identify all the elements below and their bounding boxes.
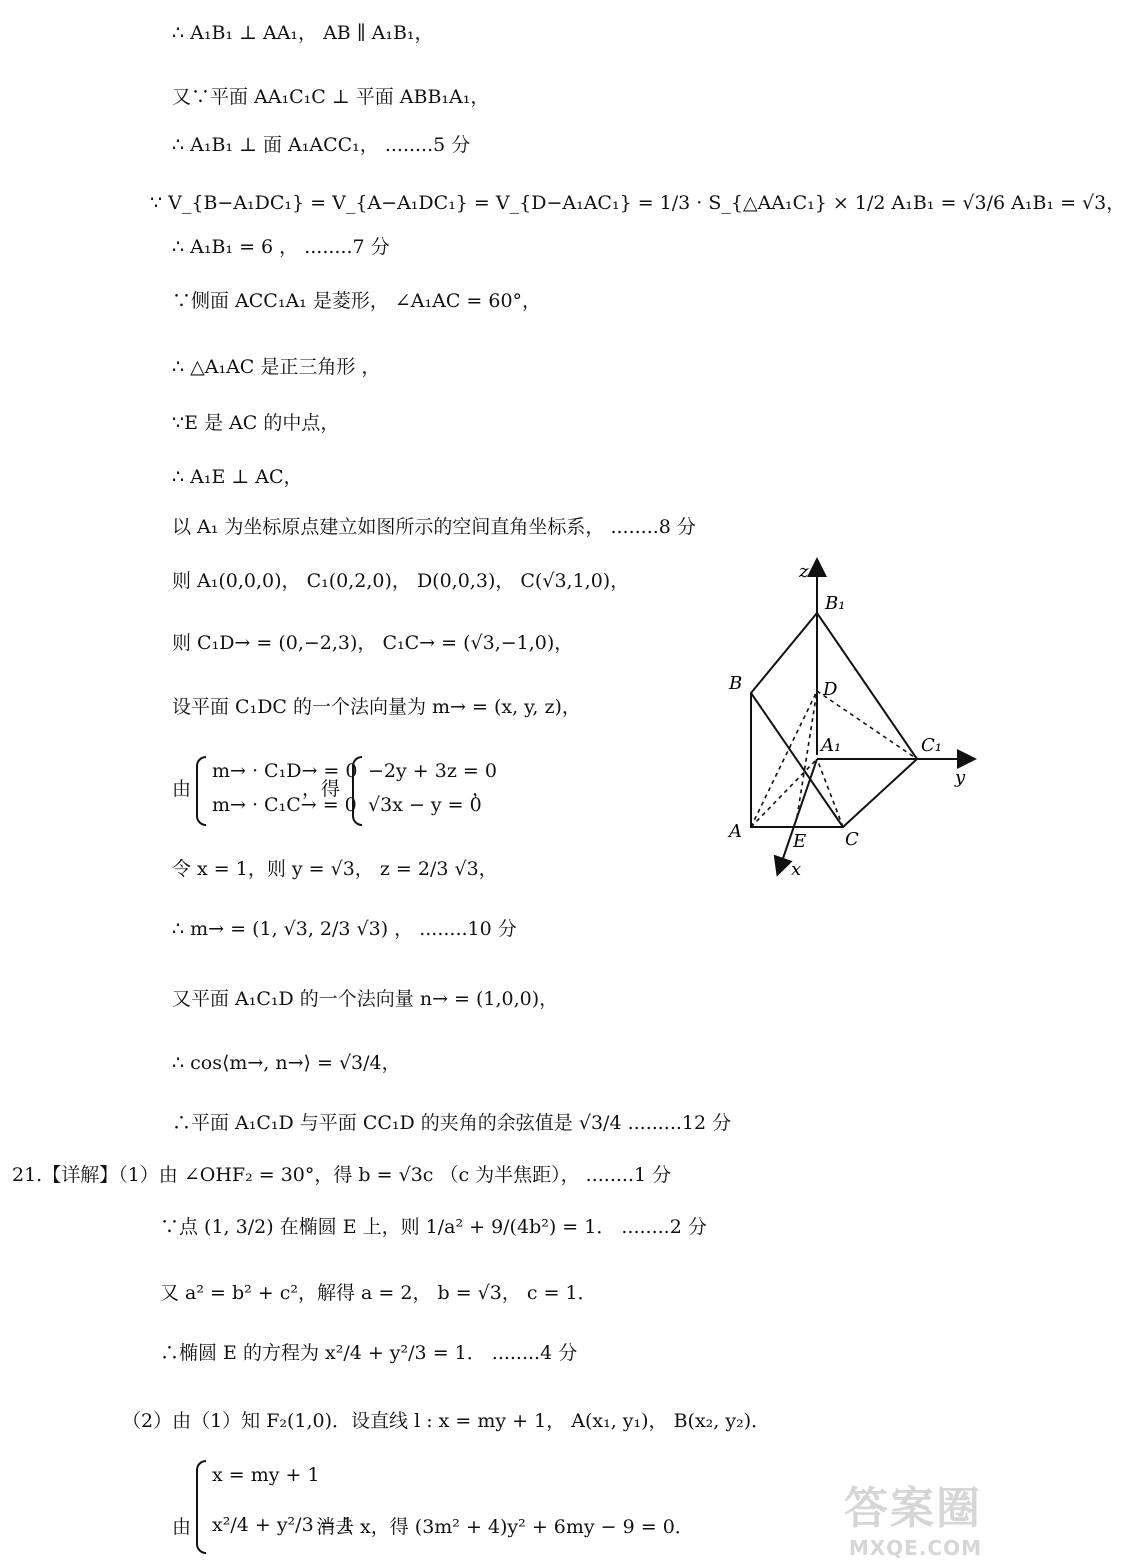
line-18: ∴平面 A₁C₁D 与平面 CC₁D 的夹角的余弦值是 √3/4 .........12 分 bbox=[172, 1112, 732, 1134]
system1-right-row-2: √3x − y = 0 bbox=[368, 794, 482, 816]
line-17: ∴ cos⟨m→, n→⟩ = √3/4， bbox=[172, 1052, 401, 1074]
line-11: 则 A₁(0,0,0)， C₁(0,2,0)， D(0,0,3)， C(√3,1,0)， bbox=[172, 570, 630, 592]
system1-left-row-1: m→ · C₁D→ = 0 bbox=[212, 760, 358, 782]
label-A: A bbox=[729, 821, 742, 842]
system2-prefix: 由 bbox=[172, 1516, 192, 1538]
label-y: y bbox=[955, 767, 966, 788]
system1-right-row-1: −2y + 3z = 0 bbox=[368, 760, 497, 782]
line-14: 令 x = 1，则 y = √3， z = 2/3 √3， bbox=[172, 858, 498, 880]
line-22: ∴椭圆 E 的方程为 x²/4 + y²/3 = 1． ........4 分 bbox=[160, 1342, 578, 1364]
label-D: D bbox=[823, 679, 838, 700]
line-12: 则 C₁D→ = (0,−2,3)， C₁C→ = (√3,−1,0)， bbox=[172, 632, 574, 654]
line-9: ∴ A₁E ⊥ AC， bbox=[172, 466, 303, 488]
system2 bbox=[196, 1460, 354, 1550]
brace bbox=[196, 1460, 206, 1554]
label-z: z bbox=[799, 561, 809, 582]
system1-right bbox=[352, 756, 497, 822]
system2-row-2: x²/4 + y²/3 = 1 bbox=[212, 1514, 354, 1536]
line-23: （2）由（1）知 F₂(1,0)．设直线 l : x = my + 1， A(x₁, y₁)， B(x₂, y₂)． bbox=[122, 1410, 771, 1432]
prism-edges bbox=[751, 613, 917, 827]
system1-prefix: 由 bbox=[172, 778, 192, 800]
system1-suffix: ， bbox=[472, 778, 492, 800]
line-8: ∵E 是 AC 的中点， bbox=[172, 412, 340, 434]
brace bbox=[196, 756, 206, 826]
line-16: 又平面 A₁C₁D 的一个法向量 n→ = (1,0,0)， bbox=[172, 988, 559, 1010]
label-E: E bbox=[793, 831, 807, 852]
line-10: 以 A₁ 为坐标原点建立如图所示的空间直角坐标系， ........8 分 bbox=[172, 516, 696, 538]
system2-suffix: 消去 x，得 (3m² + 4)y² + 6my − 9 = 0． bbox=[316, 1516, 694, 1538]
line-1: ∴ A₁B₁ ⊥ AA₁， AB ∥ A₁B₁， bbox=[172, 22, 434, 44]
line-3: ∴ A₁B₁ ⊥ 面 A₁ACC₁， ........5 分 bbox=[172, 134, 471, 156]
label-C: C bbox=[845, 829, 859, 850]
line-15: ∴ m→ = (1, √3, 2/3 √3) ， ........10 分 bbox=[172, 918, 517, 940]
line-21: 又 a² = b² + c²，解得 a = 2， b = √3， c = 1． bbox=[160, 1282, 597, 1304]
system2-row-1: x = my + 1 bbox=[212, 1464, 320, 1486]
line-20: ∵点 (1, 3/2) 在椭圆 E 上，则 1/a² + 9/(4b²) = 1． ........2 分 bbox=[160, 1216, 707, 1238]
system1-left bbox=[196, 756, 358, 822]
label-B: B bbox=[729, 673, 743, 694]
label-A1: A₁ bbox=[821, 735, 842, 756]
watermark-url: MXQE.COM bbox=[848, 1536, 982, 1560]
line-19: 21.【详解】（1）由 ∠OHF₂ = 30°，得 b = √3c （c 为半焦距）， ........1 分 bbox=[12, 1164, 672, 1186]
system1-left-row-2: m→ · C₁C→ = 0 bbox=[212, 794, 357, 816]
label-x: x bbox=[791, 859, 802, 880]
line-6: ∵侧面 ACC₁A₁ 是菱形， ∠A₁AC = 60°， bbox=[172, 290, 542, 312]
line-7: ∴ △A₁AC 是正三角形 ， bbox=[172, 356, 381, 378]
brace bbox=[352, 756, 362, 826]
line-13: 设平面 C₁DC 的一个法向量为 m→ = (x, y, z)， bbox=[172, 696, 581, 718]
prism-coordinate-diagram bbox=[715, 555, 985, 885]
label-B1: B₁ bbox=[825, 593, 846, 614]
line-5: ∴ A₁B₁ = 6 ， ........7 分 bbox=[172, 236, 390, 258]
label-C1: C₁ bbox=[921, 735, 942, 756]
line-4: ∵ V_{B−A₁DC₁} = V_{A−A₁DC₁} = V_{D−A₁AC₁} = 1/3 · S_{△AA₁C₁} × 1/2 A₁B₁ = √3/6 A₁B₁ = √3， bbox=[150, 192, 1125, 214]
watermark-title: 答案圈 bbox=[844, 1483, 982, 1534]
line-2: 又∵平面 AA₁C₁C ⊥ 平面 ABB₁A₁， bbox=[172, 86, 490, 108]
watermark bbox=[844, 1472, 982, 1560]
system1-mid: ，得 bbox=[302, 778, 341, 800]
